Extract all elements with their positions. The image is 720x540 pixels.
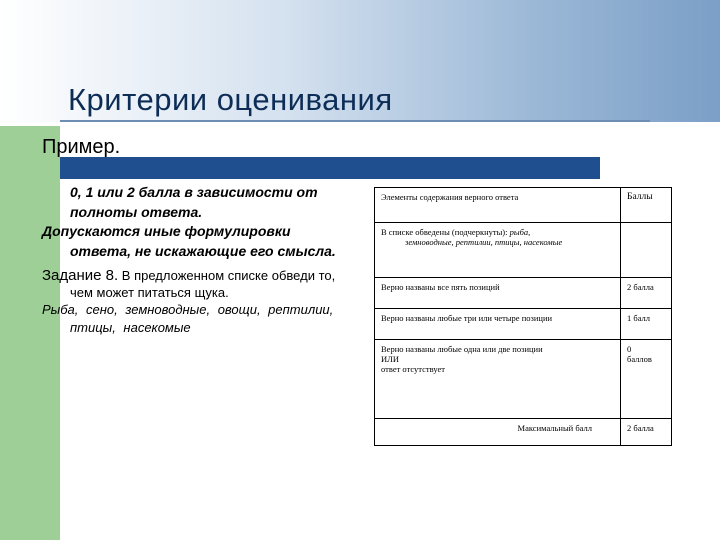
header-points-cell: Баллы (621, 188, 672, 223)
task-options: Рыба, сено, земноводные, овощи, рептилии, птицы, насекомые (42, 302, 334, 335)
row-content-cell: Верно названы любые три или четыре позиции (375, 309, 621, 340)
table-row (375, 309, 672, 340)
table-header-row (375, 188, 672, 223)
answer-items-a: рыба, (509, 227, 531, 237)
max-points-cell: 2 балла (621, 419, 672, 446)
zero-line-2: ИЛИ (381, 354, 400, 364)
header-separator (0, 122, 720, 126)
zero-points-cell (621, 340, 672, 419)
left-text-block (42, 183, 354, 337)
row-points-cell: 2 балла (621, 278, 672, 309)
scoring-note: 0, 1 или 2 балла в зависимости от полноты ответа. (70, 184, 318, 220)
max-score-row (375, 419, 672, 446)
zero-line-3: ответ отсутствует (381, 364, 445, 374)
table-row (375, 278, 672, 309)
slide-title: Критерии оценивания (68, 82, 393, 117)
criteria-table (374, 187, 672, 446)
blue-accent-bar (60, 157, 600, 179)
task-label: Задание 8. (42, 267, 119, 284)
answer-row (375, 223, 672, 278)
zero-content-cell (375, 340, 621, 419)
answer-points-cell (621, 223, 672, 278)
task-statement (42, 267, 354, 301)
zero-points-word: баллов (627, 354, 652, 364)
zero-score-row (375, 340, 672, 419)
slide-subtitle: Пример. (42, 136, 121, 158)
zero-line-1: Верно названы любые одна или две позиции (381, 344, 543, 354)
row-content-cell: Верно названы все пять позиций (375, 278, 621, 309)
answer-items-b: земноводные, рептилии, птицы, насекомые (405, 237, 563, 247)
max-content-cell: Максимальный балл (375, 419, 621, 446)
answer-prefix: В списке обведены (подчеркнуты): (381, 227, 510, 237)
formulation-note: Допускаются иные формулировки ответа, не искажающие его смысла. (42, 223, 336, 259)
row-points-cell: 1 балл (621, 309, 672, 340)
task-text: В предложенном списке обведи то, чем может питаться щука. (70, 268, 336, 300)
header-content-cell: Элементы содержания верного ответа (375, 188, 621, 223)
answer-content-cell (375, 223, 621, 278)
zero-points-number: 0 (627, 344, 632, 354)
